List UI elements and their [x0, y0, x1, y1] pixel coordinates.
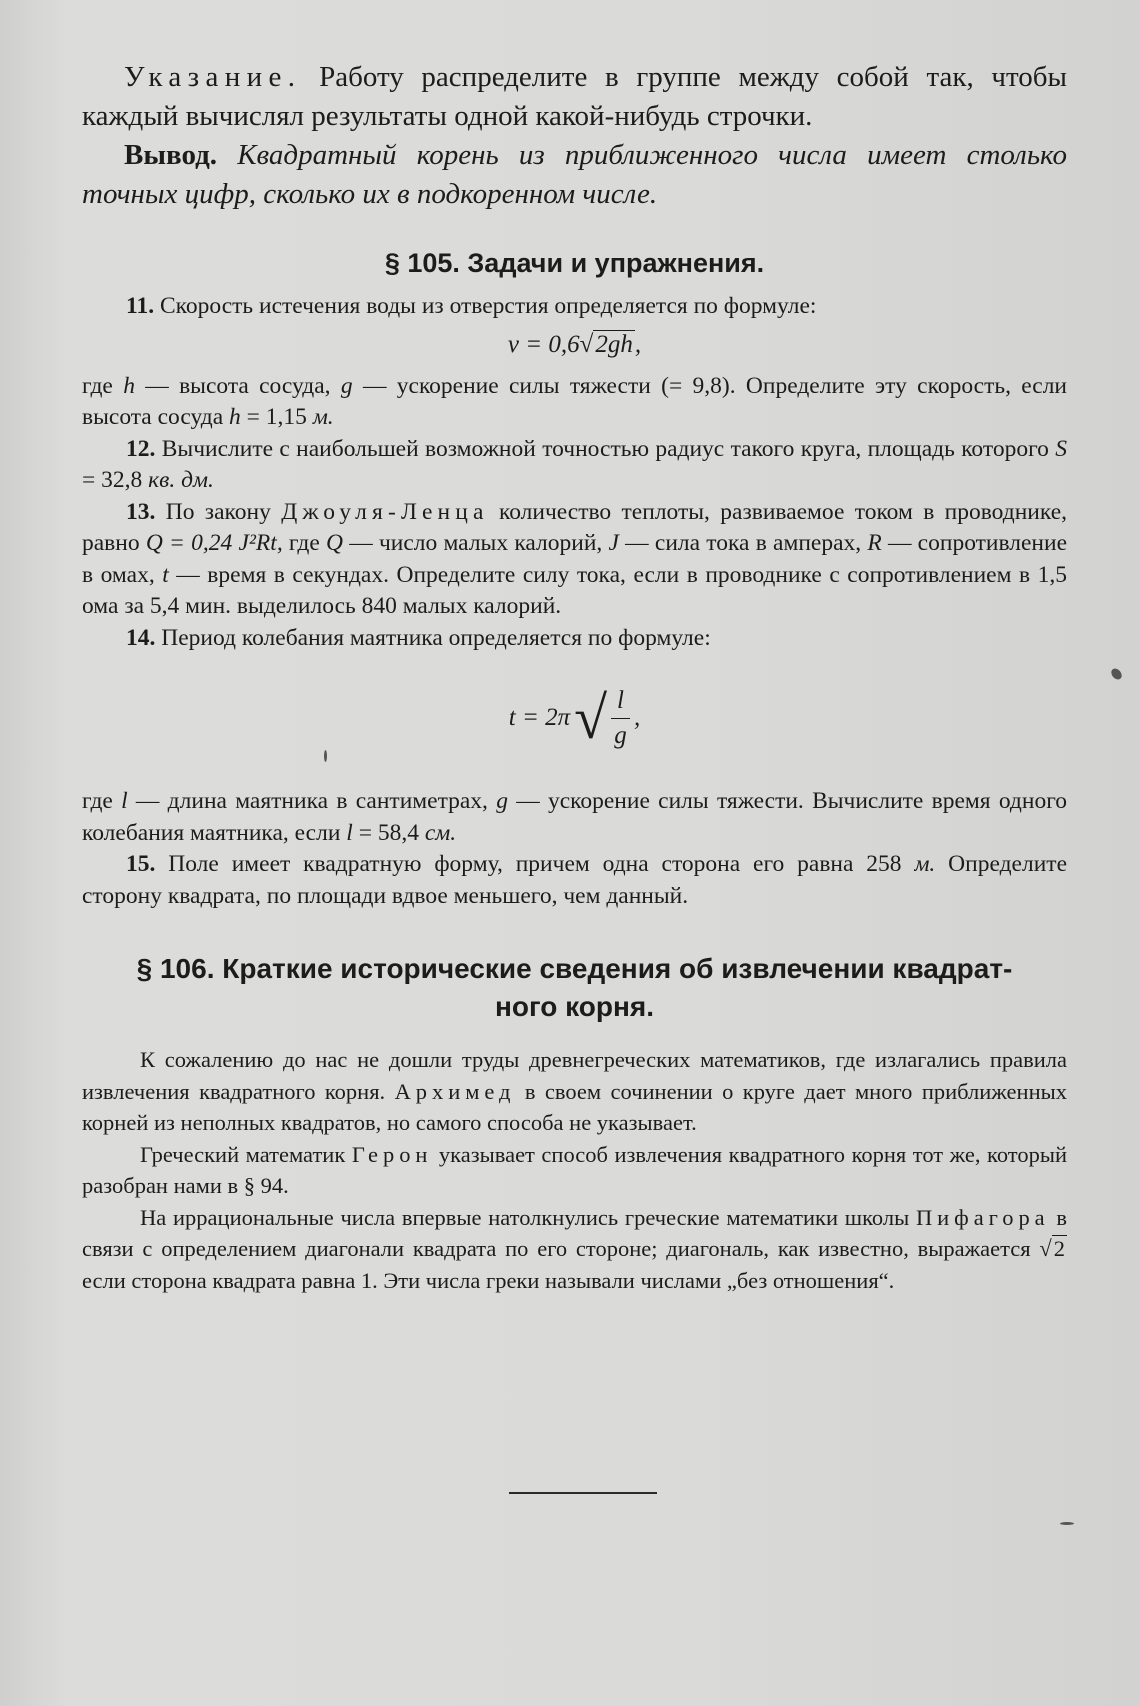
person-name: Герон: [351, 1141, 433, 1167]
print-blemish: [1060, 1522, 1074, 1525]
section-106-heading: [82, 950, 1067, 1026]
text-fragment: Поле имеет квадратную форму, причем одна сторона его равна 258: [155, 851, 915, 877]
formula-pendulum: [82, 672, 1067, 764]
var-r: R: [867, 530, 882, 556]
text-fragment: = 32,8: [82, 467, 149, 493]
problem-11-continuation: [82, 371, 1067, 434]
var-t: t: [162, 561, 169, 588]
unit: см.: [424, 819, 457, 846]
problem-13: [82, 497, 1067, 623]
section-106-body: [82, 1044, 1067, 1296]
end-rule: [509, 1492, 657, 1494]
conclusion-word: Вывод.: [124, 139, 218, 171]
hint-text: Работу распределите в группе между собой так, чтобы каждый вычислял результаты одной какой-нибудь строчки.: [82, 61, 1067, 132]
text-fragment: в связи с определением диагонали квадрата по его стороне; диагональ, как известно, выражается: [82, 1204, 1068, 1261]
person-name: Пифагора: [915, 1204, 1050, 1230]
problem-11-text: Скорость истечения воды из отверстия определяется по формуле:: [154, 293, 817, 319]
unit: м.: [312, 404, 334, 430]
problem-14-number: 14.: [126, 624, 156, 651]
formula-velocity-left: v = 0,6: [507, 330, 580, 358]
text-fragment: где: [282, 530, 327, 556]
history-paragraph-3: [82, 1202, 1067, 1297]
formula-velocity-tail: ,: [634, 330, 642, 358]
problem-11: [82, 291, 1067, 323]
conclusion-text: Квадратный корень из приближенного числа имеет столько точных цифр, сколько их в подкоренном числе.: [82, 139, 1067, 210]
problem-14: [82, 623, 1067, 655]
text-fragment: — сопротивление в омах,: [82, 530, 1068, 588]
radical-sign-icon: √: [579, 330, 594, 358]
text-fragment: указывает способ извлечения квадратного корня тот же, который разобран нами в § 94.: [82, 1141, 1067, 1198]
text-fragment: — сила тока в амперах,: [618, 530, 868, 556]
intro-block: [82, 58, 1067, 214]
var-j: J: [608, 530, 619, 556]
fraction-denominator: g: [614, 721, 627, 749]
text-fragment: — длина маятника в сантиметрах,: [127, 788, 497, 814]
history-paragraph-2: [82, 1139, 1067, 1202]
fraction: [611, 684, 630, 753]
formula-pendulum-left: t = 2π: [508, 704, 571, 731]
text-fragment: Период колебания маятника определяется по формуле:: [155, 624, 711, 651]
var-s: S: [1055, 435, 1067, 462]
var-g: g: [340, 372, 353, 399]
history-paragraph-1: [82, 1044, 1067, 1139]
unit: м.: [914, 851, 936, 877]
problem-11-number: 11.: [126, 293, 155, 319]
text-fragment: — ускорение силы тяжести (= 9,8). Определите эту скорость, если высота сосуда: [82, 372, 1068, 430]
var-l: l: [346, 819, 353, 846]
unit: кв. дм.: [148, 467, 214, 493]
text-fragment: = 58,4: [352, 819, 425, 846]
text-fragment: если сторона квадрата равна 1. Эти числа греки называли числами „без отношения“.: [82, 1267, 895, 1293]
person-name: Архимед: [394, 1078, 516, 1104]
page-content: [82, 58, 1067, 1296]
fraction-numerator: l: [611, 684, 630, 719]
formula-pendulum-tail: ,: [633, 704, 641, 731]
formula-velocity: [82, 331, 1067, 359]
text-fragment: в своем сочинении о круге дает много приближенных корней из неполных квадратов, но самого способа не указывает.: [82, 1078, 1067, 1135]
problem-15-number: 15.: [126, 851, 156, 877]
problem-13-number: 13.: [126, 498, 156, 525]
radical-sign-icon: √: [1039, 1236, 1052, 1261]
hint-word: Указание.: [124, 61, 302, 93]
text-fragment: Определите сторону квадрата, по площади вдвое меньшего, чем данный.: [82, 851, 1067, 909]
formula-joule: Q = 0,24 J²Rt,: [145, 530, 283, 556]
text-fragment: По закону: [155, 498, 282, 525]
print-blemish: [1109, 667, 1124, 682]
var-q: Q: [326, 530, 343, 556]
text-fragment: На иррациональные числа впервые натолкнулись греческие математики школы: [140, 1204, 916, 1230]
problem-12-number: 12.: [126, 435, 156, 462]
root-value: 2: [1053, 1236, 1065, 1261]
problem-14-continuation: [82, 786, 1067, 849]
text-fragment: — высота сосуда,: [134, 372, 341, 399]
var-g: g: [496, 788, 508, 814]
section-105-heading: § 105. Задачи и упражнения.: [384, 248, 765, 278]
var-h: h: [123, 372, 135, 399]
formula-velocity-root: 2gh: [595, 330, 633, 358]
text-fragment: К сожалению до нас не дошли труды древнегреческих математиков, где излагались правила извлечения квадратного корня.: [82, 1047, 1067, 1104]
text-fragment: где: [82, 372, 124, 399]
text-fragment: Греческий математик: [140, 1141, 352, 1167]
section-106-heading-line-2: ного корня.: [494, 991, 655, 1022]
section-105-body: [82, 291, 1067, 912]
problem-15: [82, 849, 1067, 912]
text-fragment: — число малых калорий,: [343, 530, 609, 556]
text-fragment: = 1,15: [240, 404, 313, 430]
text-fragment: Вычислите с наибольшей возможной точностью радиус такого круга, площадь которого: [155, 435, 1056, 462]
text-fragment: — ускорение силы тяжести. Вычислите время одного колебания маятника, если: [82, 788, 1068, 846]
var-l: l: [121, 788, 128, 814]
print-blemish: [324, 750, 327, 762]
person-name: Джоуля-Ленца: [281, 498, 489, 525]
problem-12: [82, 434, 1067, 497]
conclusion-paragraph: [82, 136, 1067, 214]
hint-paragraph: [82, 58, 1067, 136]
section-106-heading-line-1: § 106. Краткие исторические сведения об извлечении квадрат-: [136, 953, 1013, 984]
text-fragment: — время в секундах. Определите силу тока, если в проводнике с сопротивлением в 1,5 ома за 5,4 мин. выделилось 840 малых калорий.: [82, 561, 1067, 619]
text-fragment: где: [82, 788, 122, 814]
var-h: h: [229, 404, 241, 430]
radical-sign-icon: √: [574, 685, 608, 751]
text-fragment: количество теплоты, развиваемое током в проводнике, равно: [82, 498, 1067, 556]
